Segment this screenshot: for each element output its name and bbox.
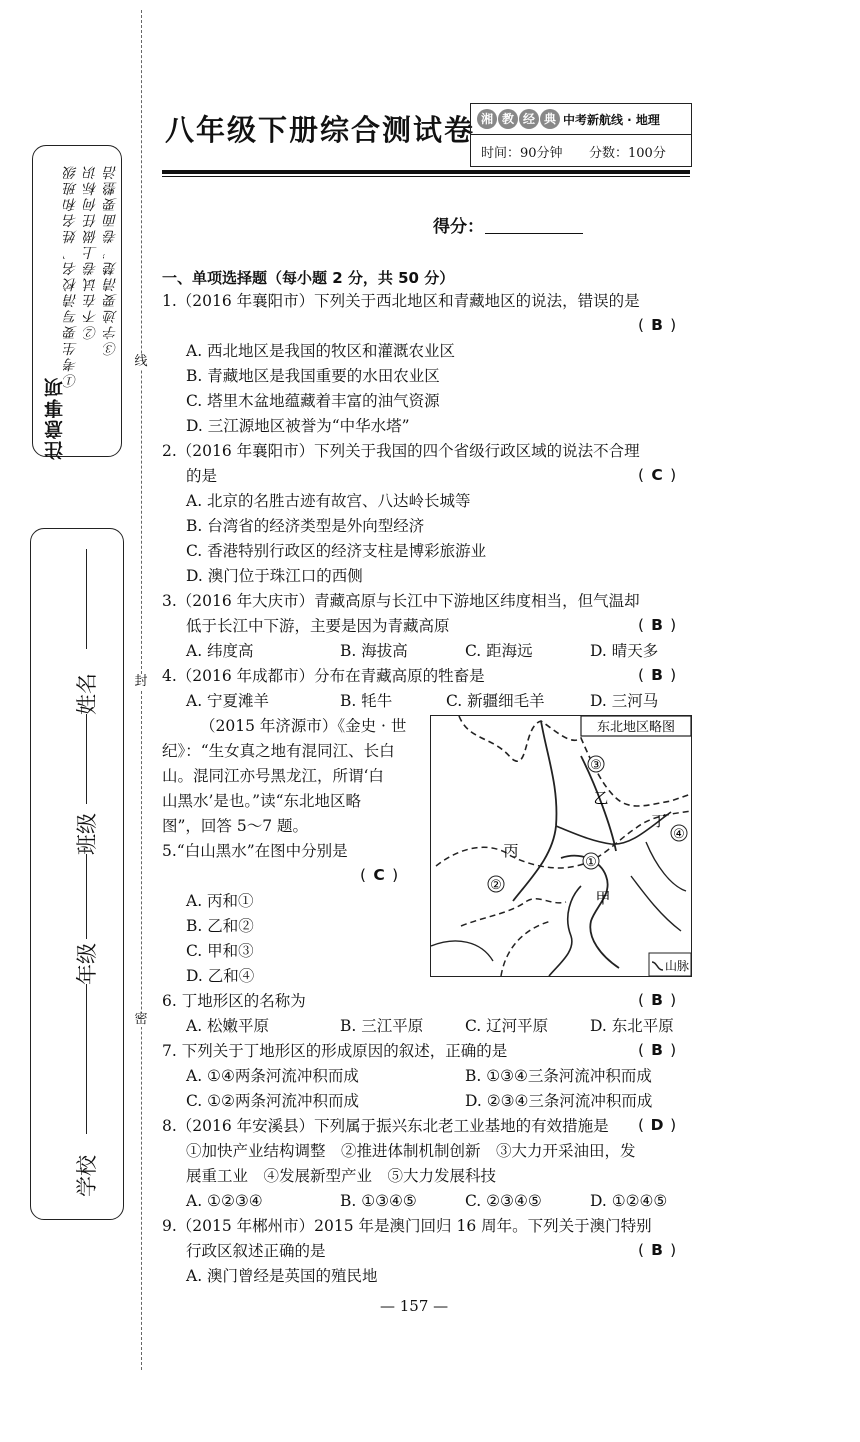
q2-answer: ( C ) bbox=[638, 466, 677, 484]
q4-option: B. 牦牛 bbox=[340, 692, 393, 710]
northeast-map bbox=[430, 715, 692, 977]
q1-option: A. 西北地区是我国的牧区和灌溉农业区 bbox=[186, 342, 456, 360]
series-badge bbox=[470, 103, 692, 167]
notice-item-2: ②不在试卷上做任何标识 bbox=[83, 164, 99, 340]
q2-stem: 2.（2016 年襄阳市）下列关于我国的四个省级行政区域的说法不合理 bbox=[162, 442, 640, 460]
q9-stem: 9.（2015 年郴州市）2015 年是澳门回归 16 周年。下列关于澳门特别 bbox=[162, 1217, 652, 1235]
q6-option: D. 东北平原 bbox=[590, 1017, 674, 1035]
q7-option: A. ①④两条河流冲积而成 bbox=[186, 1067, 359, 1085]
q3-option: B. 海拔高 bbox=[340, 642, 408, 660]
map-label-2: ② bbox=[490, 878, 502, 893]
q9-stem-cont: 行政区叙述正确的是 bbox=[186, 1242, 326, 1260]
river-line bbox=[549, 886, 581, 976]
header-rule-thin bbox=[162, 176, 690, 177]
map-legend: 山脉 bbox=[664, 959, 690, 973]
q3-answer: ( B ) bbox=[638, 616, 677, 634]
q6-option: C. 辽河平原 bbox=[465, 1017, 549, 1035]
q3-stem: 3.（2016 年大庆市）青藏高原与长江中下游地区纬度相当，但气温却 bbox=[162, 592, 640, 610]
q9-answer: ( B ) bbox=[638, 1241, 677, 1259]
map-drawing bbox=[431, 716, 691, 976]
q1-option: C. 塔里木盆地蕴藏着丰富的油气资源 bbox=[186, 392, 440, 410]
river-line bbox=[646, 842, 686, 891]
binding-line bbox=[141, 10, 142, 1370]
q8-measures: ①加快产业结构调整 ②推进体制机制创新 ③大力开采油田，发 bbox=[186, 1142, 636, 1160]
badge-char: 经 bbox=[519, 109, 539, 129]
score-label: 得分： bbox=[433, 217, 484, 237]
q6-option: A. 松嫩平原 bbox=[186, 1017, 270, 1035]
q7-answer: ( B ) bbox=[638, 1041, 677, 1059]
q5-stem: 5.“白山黑水”在图中分别是 bbox=[162, 842, 348, 860]
intro-line: （2015 年济源市）《金史 · 世 bbox=[200, 717, 407, 735]
map-label-ding: 丁 bbox=[651, 812, 667, 830]
q8-option: C. ②③④⑤ bbox=[465, 1192, 542, 1210]
q7-option: C. ①②两条河流冲积而成 bbox=[186, 1092, 359, 1110]
intro-line: 山黑水’是也。”读“东北地区略 bbox=[162, 792, 362, 810]
map-label-1: ① bbox=[585, 855, 597, 870]
q3-option: C. 距海远 bbox=[465, 642, 533, 660]
mountain-range bbox=[513, 721, 556, 901]
intro-line: 图”，回答 5～7 题。 bbox=[162, 817, 309, 835]
exam-time: 时间：90分钟 bbox=[481, 146, 563, 161]
q7-option: D. ②③④三条河流冲积而成 bbox=[465, 1092, 653, 1110]
school-blank[interactable] bbox=[86, 984, 87, 1134]
q2-option: D. 澳门位于珠江口的西侧 bbox=[186, 567, 363, 585]
binding-mark-xian: 线 bbox=[134, 354, 148, 369]
q6-answer: ( B ) bbox=[638, 991, 677, 1009]
page-number: — 157 — bbox=[380, 1297, 449, 1315]
map-label-3: ③ bbox=[590, 758, 602, 773]
q2-option: A. 北京的名胜古迹有故宫、八达岭长城等 bbox=[186, 492, 471, 510]
map-label-yi: 乙 bbox=[593, 789, 609, 807]
q2-stem-cont: 的是 bbox=[186, 467, 218, 485]
badge-char: 典 bbox=[540, 109, 560, 129]
notice-box bbox=[32, 145, 122, 460]
map-label-bing: 丙 bbox=[503, 842, 519, 860]
q8-option: D. ①②④⑤ bbox=[590, 1192, 668, 1210]
q1-stem: 1.（2016 年襄阳市）下列关于西北地区和青藏地区的说法，错误的是 bbox=[162, 292, 640, 310]
name-label: 姓名 bbox=[75, 673, 99, 715]
q8-option: B. ①③④⑤ bbox=[340, 1192, 417, 1210]
header-rule bbox=[162, 170, 690, 174]
class-label: 班级 bbox=[75, 813, 99, 855]
q1-option: B. 青藏地区是我国重要的水田农业区 bbox=[186, 367, 440, 385]
badge-char: 教 bbox=[498, 109, 518, 129]
q1-option: D. 三江源地区被誉为“中华水塔” bbox=[186, 417, 410, 435]
q3-option: A. 纬度高 bbox=[186, 642, 254, 660]
q8-option: A. ①②③④ bbox=[186, 1192, 263, 1210]
q5-option: B. 乙和② bbox=[186, 917, 254, 935]
q5-answer: ( C ) bbox=[360, 866, 399, 884]
q4-option: C. 新疆细毛羊 bbox=[446, 692, 545, 710]
section-title: 一、单项选择题（每小题 2 分，共 50 分） bbox=[162, 269, 455, 287]
grade-label: 年级 bbox=[75, 943, 99, 985]
map-title: 东北地区略图 bbox=[596, 720, 676, 735]
q5-option: C. 甲和③ bbox=[186, 942, 254, 960]
q6-option: B. 三江平原 bbox=[340, 1017, 424, 1035]
q4-option: D. 三河马 bbox=[590, 692, 659, 710]
grade-blank[interactable] bbox=[86, 854, 87, 939]
class-blank[interactable] bbox=[86, 714, 87, 804]
q3-option: D. 晴天多 bbox=[590, 642, 659, 660]
province-boundary bbox=[501, 921, 551, 976]
q5-option: A. 丙和① bbox=[186, 892, 254, 910]
q4-option: A. 宁夏滩羊 bbox=[186, 692, 270, 710]
binding-mark-mi: 密 bbox=[134, 1012, 148, 1027]
q7-stem: 7. 下列关于丁地形区的形成原因的叙述，正确的是 bbox=[162, 1042, 508, 1060]
badge-char: 湘 bbox=[477, 109, 497, 129]
notice-item-3: ③字迹要清楚，卷面要整洁 bbox=[103, 164, 119, 356]
q2-option: B. 台湾省的经济类型是外向型经济 bbox=[186, 517, 425, 535]
intro-line: 山。混同江亦号黑龙江，所谓‘白 bbox=[162, 767, 384, 785]
intro-line: 纪》：“生女真之地有混同江、长白 bbox=[162, 742, 395, 760]
q2-option: C. 香港特别行政区的经济支柱是博彩旅游业 bbox=[186, 542, 487, 560]
name-blank[interactable] bbox=[86, 549, 87, 649]
q4-answer: ( B ) bbox=[638, 666, 677, 684]
series-name: 中考新航线 · 地理 bbox=[563, 113, 660, 127]
map-label-4: ④ bbox=[673, 827, 685, 842]
exam-points: 分数：100分 bbox=[589, 146, 666, 161]
notice-item-1: ①考生要写清校名、姓名和班级 bbox=[63, 164, 79, 388]
q7-option: B. ①③④三条河流冲积而成 bbox=[465, 1067, 652, 1085]
river-line bbox=[431, 941, 493, 961]
map-label-jia: 甲 bbox=[595, 889, 611, 907]
q9-option: A. 澳门曾经是英国的殖民地 bbox=[186, 1267, 378, 1285]
page-title: 八年级下册综合测试卷 bbox=[165, 113, 476, 147]
school-label: 学校 bbox=[75, 1155, 99, 1197]
student-info-box bbox=[30, 528, 124, 1220]
province-boundary bbox=[461, 899, 566, 926]
q1-answer: ( B ) bbox=[638, 316, 677, 334]
q6-stem: 6. 丁地形区的名称为 bbox=[162, 992, 306, 1010]
notice-title: 注意事项 bbox=[44, 376, 66, 460]
q8-stem: 8.（2016 年安溪县）下列属于振兴东北老工业基地的有效措施是 bbox=[162, 1117, 609, 1135]
q8-measures-cont: 展重工业 ④发展新型产业 ⑤大力发展科技 bbox=[186, 1167, 497, 1185]
score-blank[interactable] bbox=[485, 233, 583, 234]
q3-stem-cont: 低于长江中下游，主要是因为青藏高原 bbox=[186, 617, 450, 635]
q5-option: D. 乙和④ bbox=[186, 967, 255, 985]
binding-mark-feng: 封 bbox=[134, 674, 148, 689]
q4-stem: 4.（2016 年成都市）分布在青藏高原的牲畜是 bbox=[162, 667, 485, 685]
q8-answer: ( D ) bbox=[638, 1116, 677, 1134]
